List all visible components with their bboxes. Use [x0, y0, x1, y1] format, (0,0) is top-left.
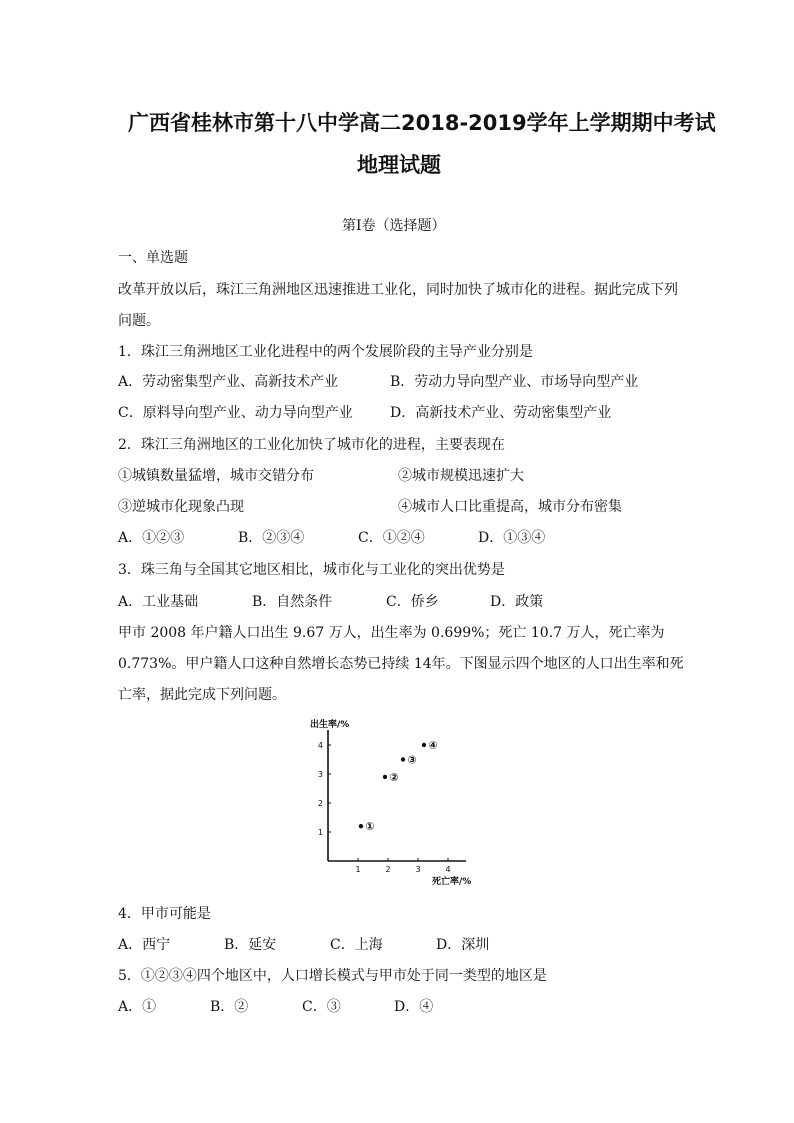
q3-option-b: B．自然条件 — [252, 594, 333, 610]
x-tick-label: 3 — [415, 865, 421, 874]
part-heading: 一、单选题 — [118, 250, 188, 266]
passage2-line2: 0.773%。甲户籍人口这种自然增长态势已持续 14年。下图显示四个地区的人口出生率和死 — [118, 656, 684, 672]
q5-option-d: D．④ — [394, 999, 434, 1015]
q1-option-a: A．劳动密集型产业、高新技术产业 — [118, 374, 339, 390]
y-tick-label: 2 — [317, 799, 323, 808]
x-tick-label: 2 — [385, 865, 391, 874]
q4-option-d: D．深圳 — [436, 937, 490, 953]
birth-death-rate-chart — [300, 712, 490, 887]
x-axis-label: 死亡率/% — [432, 877, 472, 887]
data-point-4 — [422, 743, 426, 747]
q3-option-d: D．政策 — [490, 594, 544, 610]
passage1-line1: 改革开放以后，珠江三角洲地区迅速推进工业化，同时加快了城市化的进程。据此完成下列 — [118, 282, 678, 298]
x-tick-label: 4 — [445, 865, 451, 874]
q2-statement-2: ②城市规模迅速扩大 — [398, 468, 524, 484]
data-point-1 — [359, 824, 363, 828]
q5-option-c: C．③ — [302, 999, 341, 1015]
q2-option-a: A．①②③ — [118, 530, 185, 546]
data-point-label-2: ② — [389, 770, 399, 784]
y-tick-label: 3 — [317, 770, 323, 779]
question-3-stem: 3．珠三角与全国其它地区相比，城市化与工业化的突出优势是 — [118, 562, 505, 578]
x-tick-label: 1 — [355, 865, 361, 874]
data-point-label-4: ④ — [428, 739, 438, 752]
q2-statement-1: ①城镇数量猛增，城市交错分布 — [118, 468, 314, 484]
y-axis-label: 出生率/% — [310, 720, 350, 730]
q4-option-c: C．上海 — [330, 937, 383, 953]
data-point-3 — [401, 757, 405, 761]
q1-option-b: B．劳动力导向型产业、市场导向型产业 — [390, 374, 639, 390]
q1-option-c: C．原料导向型产业、动力导向型产业 — [118, 405, 353, 421]
q4-option-b: B．延安 — [224, 937, 277, 953]
q5-option-a: A．① — [118, 999, 157, 1015]
passage1-line2: 问题。 — [118, 313, 160, 329]
y-tick-label: 1 — [317, 828, 323, 837]
question-5-stem: 5．①②③④四个地区中，人口增长模式与甲市处于同一类型的地区是 — [118, 968, 547, 984]
question-4-stem: 4．甲市可能是 — [118, 906, 211, 922]
exam-title-line2: 地理试题 — [357, 153, 441, 177]
q3-option-c: C．侨乡 — [386, 594, 439, 610]
q2-statement-4: ④城市人口比重提高，城市分布密集 — [398, 499, 622, 515]
section-heading: 第I卷（选择题） — [342, 218, 446, 234]
y-tick-label: 4 — [317, 741, 323, 750]
q1-option-d: D．高新技术产业、劳动密集型产业 — [390, 405, 612, 421]
data-point-label-1: ① — [365, 820, 375, 834]
q2-option-d: D．①③④ — [478, 530, 546, 546]
q2-option-c: C．①②④ — [358, 530, 425, 546]
data-point-label-3: ③ — [407, 753, 417, 767]
q2-option-b: B．②③④ — [238, 530, 305, 546]
passage2-line1: 甲市 2008 年户籍人口出生 9.67 万人，出生率为 0.699%；死亡 10.7 万人，死亡率为 — [118, 625, 665, 641]
exam-title-line1: 广西省桂林市第十八中学高二2018-2019学年上学期期中考试 — [128, 111, 716, 135]
q4-option-a: A．西宁 — [118, 937, 171, 953]
q3-option-a: A．工业基础 — [118, 594, 199, 610]
data-point-2 — [383, 775, 387, 779]
question-2-stem: 2．珠江三角洲地区的工业化加快了城市化的进程，主要表现在 — [118, 437, 505, 453]
q5-option-b: B．② — [210, 999, 249, 1015]
question-1-stem: 1．珠江三角洲地区工业化进程中的两个发展阶段的主导产业分别是 — [118, 344, 533, 360]
passage2-line3: 亡率，据此完成下列问题。 — [118, 687, 286, 703]
q2-statement-3: ③逆城市化现象凸现 — [118, 499, 244, 515]
